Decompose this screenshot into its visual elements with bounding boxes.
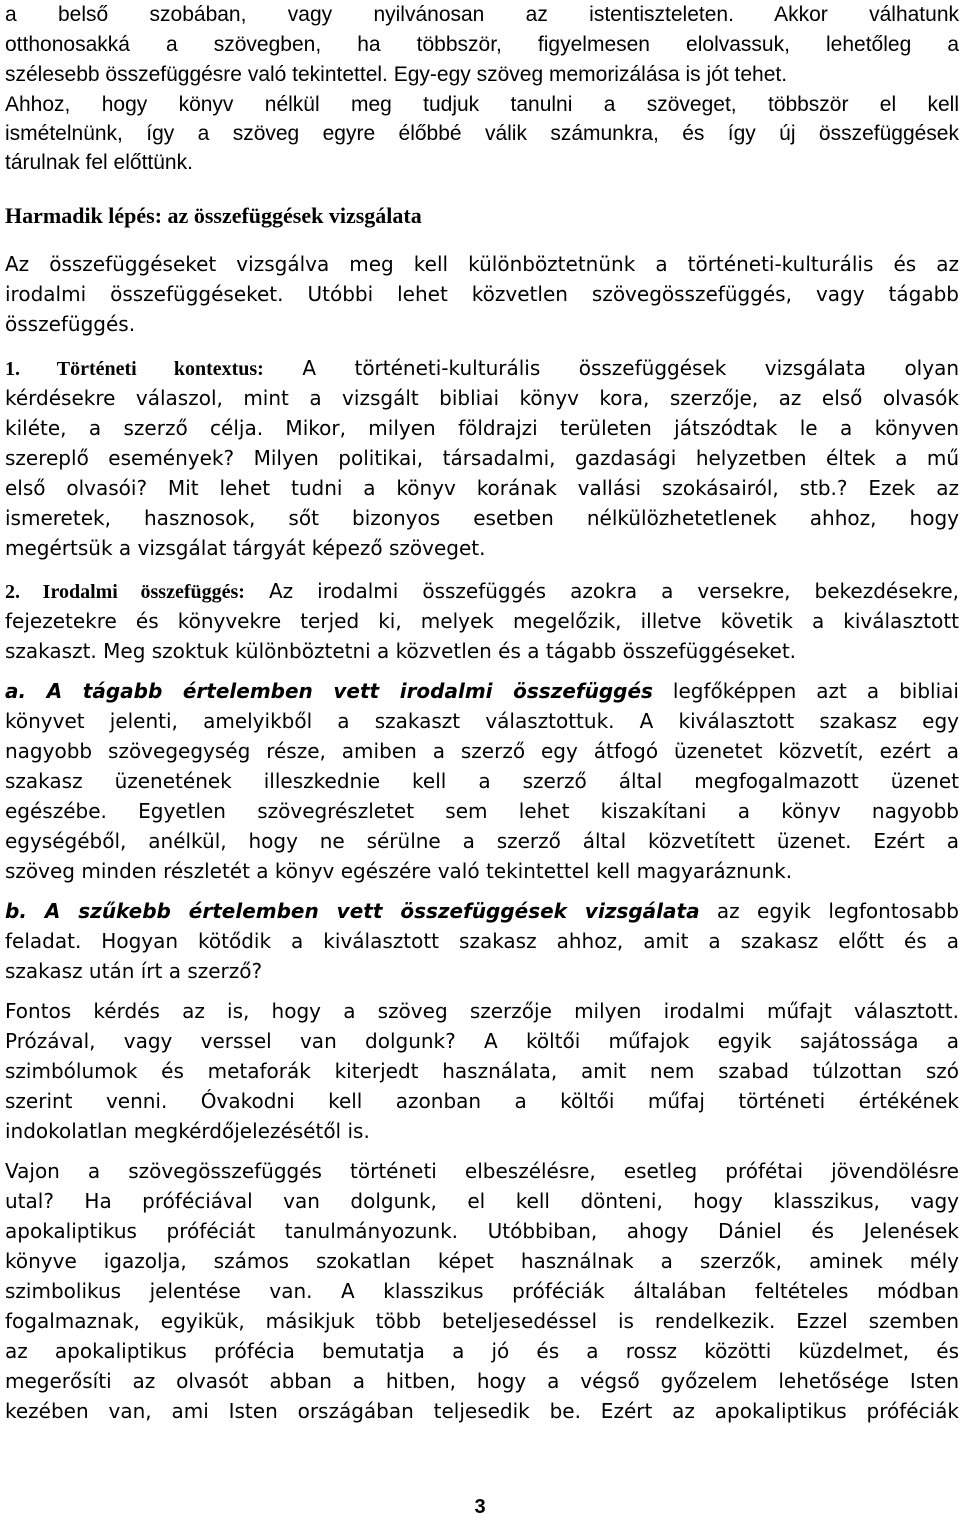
text-line — [5, 896, 959, 926]
text-line: Prózával, vagy verssel van dolgunk? A költői műfajok egyik sajátossága a — [5, 1029, 959, 1053]
text-line: szimbólumok és metaforák kiterjedt használata, amit nem szabad túlzottan szó — [5, 1059, 959, 1083]
text-span: az egyik legfontosabb — [699, 899, 959, 923]
text-line: első olvasói? Mit lehet tudni a könyv korának vallási szokásairól, stb.? Ezek az — [5, 476, 959, 500]
text-line: szakasz üzenetének illeszkednie kell a szerző által megfogalmazott üzenet — [5, 769, 959, 793]
text-span: Az irodalmi összefüggés azokra a versekre, bekezdésekre, — [244, 579, 959, 603]
text-line: szöveg minden részletét a könyv egészére való tekintettel kell magyaráznunk. — [5, 859, 793, 883]
text-line: apokaliptikus próféciát tanulmányozunk. Utóbbiban, ahogy Dániel és Jelenések — [5, 1219, 959, 1243]
text-line: szereplő események? Milyen politikai, társadalmi, gazdasági helyzetben éltek a mű — [5, 446, 959, 470]
text-line — [5, 676, 959, 706]
text-line: ismételnünk, így a szöveg egyre élőbbé válik számunkra, és így új összefüggések — [5, 122, 959, 145]
item-label: b. A szűkebb értelemben vett összefüggések vizsgálata — [5, 899, 700, 923]
page-number: 3 — [474, 1496, 486, 1518]
text-line: Vajon a szövegösszefüggés történeti elbeszélésre, esetleg prófétai jövendölésre — [5, 1159, 959, 1183]
text-line — [5, 353, 959, 383]
text-line: otthonosakká a szövegben, ha többször, figyelmesen elolvassuk, lehetőleg a — [5, 33, 959, 56]
text-line: szimbolikus jelentése van. A klasszikus próféciák általában feltételes módban — [5, 1279, 959, 1303]
text-line: a belső szobában, vagy nyilvánosan az istentiszteleten. Akkor válhatunk — [5, 3, 959, 26]
text-line: Ahhoz, hogy könyv nélkül meg tudjuk tanulni a szöveget, többször el kell — [5, 93, 959, 116]
text-line: könyve igazolja, számos szokatlan képet használnak a szerzők, aminek mély — [5, 1249, 959, 1273]
text-line: kérdésekre válaszol, mint a vizsgált bibliai könyv kora, szerzője, az első olvasók — [5, 386, 959, 410]
item-label: a. A tágabb értelemben vett irodalmi összefüggés — [5, 679, 653, 703]
text-line: Fontos kérdés az is, hogy a szöveg szerzője milyen irodalmi műfajt választott. — [5, 999, 959, 1023]
item-label: 2. Irodalmi összefüggés: — [5, 581, 245, 603]
text-line: egészébe. Egyetlen szövegrészletet sem lehet kiszakítani a könyv nagyobb — [5, 799, 959, 823]
text-line: utal? Ha próféciával van dolgunk, el kell dönteni, hogy klasszikus, vagy — [5, 1189, 959, 1213]
text-line: indokolatlan megkérdőjelezésétől is. — [5, 1119, 370, 1143]
text-line: szélesebb összefüggésre való tekintettel. Egy-egy szöveg memorizálása is jót tehet. — [5, 63, 788, 86]
text-line: megerősíti az olvasót abban a hitben, hogy a végső győzelem lehetősége Isten — [5, 1369, 959, 1393]
text-line: ismeretek, hasznosok, sőt bizonyos esetben nélkülözhetetlenek ahhoz, hogy — [5, 506, 959, 530]
text-line: feladat. Hogyan kötődik a kiválasztott szakasz ahhoz, amit a szakasz előtt és a — [5, 929, 959, 953]
text-line: Az összefüggéseket vizsgálva meg kell különböztetnünk a történeti-kulturális és az — [5, 252, 959, 276]
text-line: fogalmaznak, egyikük, másikjuk több beteljesedéssel is rendelkezik. Ezzel szemben — [5, 1309, 959, 1333]
text-span: legfőképpen azt a bibliai — [652, 679, 959, 703]
text-line: egységéből, anélkül, hogy ne sérülne a szerző által közvetített üzenet. Ezért a — [5, 829, 959, 853]
text-line: kezében van, ami Isten országában teljesedik be. Ezért az apokaliptikus próféciák — [5, 1399, 959, 1423]
item-label: 1. Történeti kontextus: — [5, 358, 264, 380]
text-line: tárulnak fel előttünk. — [5, 151, 193, 174]
text-line: kiléte, a szerző célja. Mikor, milyen földrajzi területen játszódtak le a könyven — [5, 416, 959, 440]
text-span: A történeti-kulturális összefüggések vizsgálata olyan — [263, 356, 959, 380]
text-line: szakaszt. Meg szoktuk különböztetni a közvetlen és a tágabb összefüggéseket. — [5, 639, 797, 663]
text-line: szakasz után írt a szerző? — [5, 959, 263, 983]
text-line: könyvet jelenti, amelyikből a szakaszt választottuk. A kiválasztott szakasz egy — [5, 709, 959, 733]
text-line: megértsük a vizsgálat tárgyát képező szöveget. — [5, 536, 486, 560]
text-line: irodalmi összefüggéseket. Utóbbi lehet közvetlen szövegösszefüggés, vagy tágabb — [5, 282, 959, 306]
text-line — [5, 576, 959, 606]
text-line: fejezetekre és könyvekre terjed ki, melyek megelőzik, illetve követik a kiválasztott — [5, 609, 959, 633]
section-heading: Harmadik lépés: az összefüggések vizsgálata — [5, 203, 422, 228]
text-line: nagyobb szövegegység része, amiben a szerző egy átfogó üzenetet közvetít, ezért a — [5, 739, 959, 763]
text-line: összefüggés. — [5, 312, 136, 336]
text-line: az apokaliptikus prófécia bemutatja a jó és a rossz közötti küzdelmet, és — [5, 1339, 959, 1363]
text-line: szerint venni. Óvakodni kell azonban a költői műfaj történeti értékének — [5, 1089, 959, 1113]
